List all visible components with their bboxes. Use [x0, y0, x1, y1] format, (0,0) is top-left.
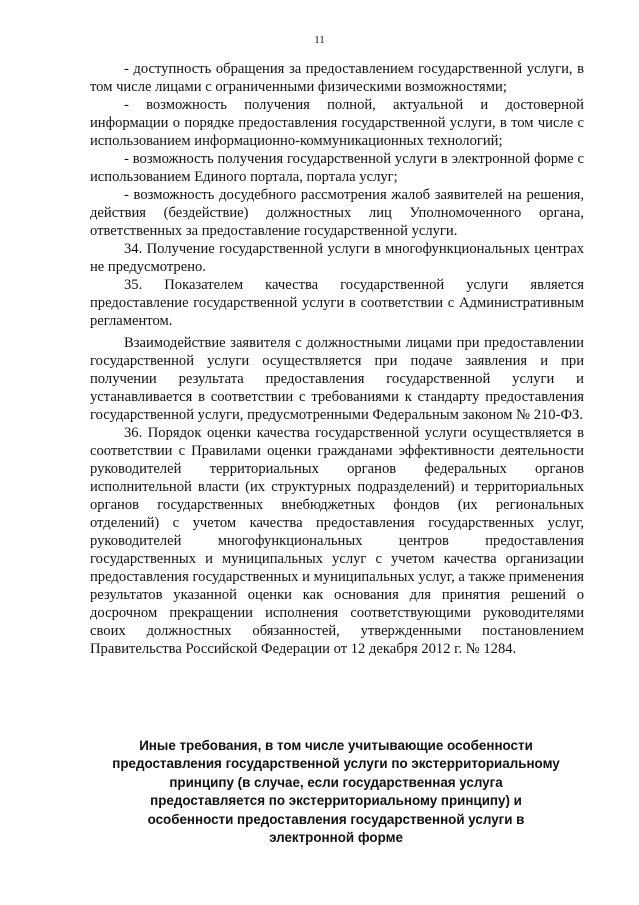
section-heading: Иные требования, в том числе учитывающие особенности предоставления государственной услуги по экстерриториальному принципу (в случае, если государственная услуга предоставляется по экстерриториальному принципу) и особенности предоставления государственной услуги в электронной форме — [112, 738, 560, 846]
paragraph-electronic-form: - возможность получения государственной услуги в электронной форме с использованием Единого портала, портала услуг; — [90, 151, 584, 185]
paragraph-35: 35. Показателем качества государственной услуги является предоставление государственной услуги в соответствии с Административным регламентом. — [90, 277, 584, 329]
document-body — [90, 60, 584, 658]
paragraph-36: 36. Порядок оценки качества государственной услуги осуществляется в соответствии с Правилами оценки гражданами эффективности деятельности руководителей территориальных органов федеральных органов исполнительной власти (их структурных подразделений) и территориальных органов государственных внебюджетных фондов (их региональных отделений) с учетом качества предоставления государственных услуг, руководителей многофункциональных центров предоставления государственных и муниципальных услуг с учетом качества организации предоставления государственных и муниципальных услуг, а также применения результатов указанной оценки как основания для принятия решений о досрочном прекращении исполнения соответствующими руководителями своих должностных обязанностей, утвержденными постановлением Правительства Российской Федерации от 12 декабря 2012 г. № 1284. — [90, 425, 584, 657]
paragraph-accessibility: - доступность обращения за предоставлением государственной услуги, в том числе лицами с ограниченными физическими возможностями; — [90, 61, 584, 95]
paragraph-34: 34. Получение государственной услуги в многофункциональных центрах не предусмотрено. — [90, 241, 584, 275]
paragraph-pretrial-appeal: - возможность досудебного рассмотрения жалоб заявителей на решения, действия (бездействие) должностных лиц Уполномоченного органа, ответственных за предоставление государственной услуги. — [90, 187, 584, 239]
paragraph-interaction: Взаимодействие заявителя с должностными лицами при предоставлении государственной услуги осуществляется при подаче заявления и при получении результата предоставления государственной услуги и устанавливается в соответствии с требованиями к стандарту предоставления государственной услуги, предусмотренными Федеральным законом № 210-ФЗ. — [90, 335, 584, 423]
page-number: 11 — [314, 34, 325, 46]
paragraph-information-access: - возможность получения полной, актуальной и достоверной информации о порядке предоставления государственной услуги, в том числе с использованием информационно-коммуникационных технологий; — [90, 97, 584, 149]
